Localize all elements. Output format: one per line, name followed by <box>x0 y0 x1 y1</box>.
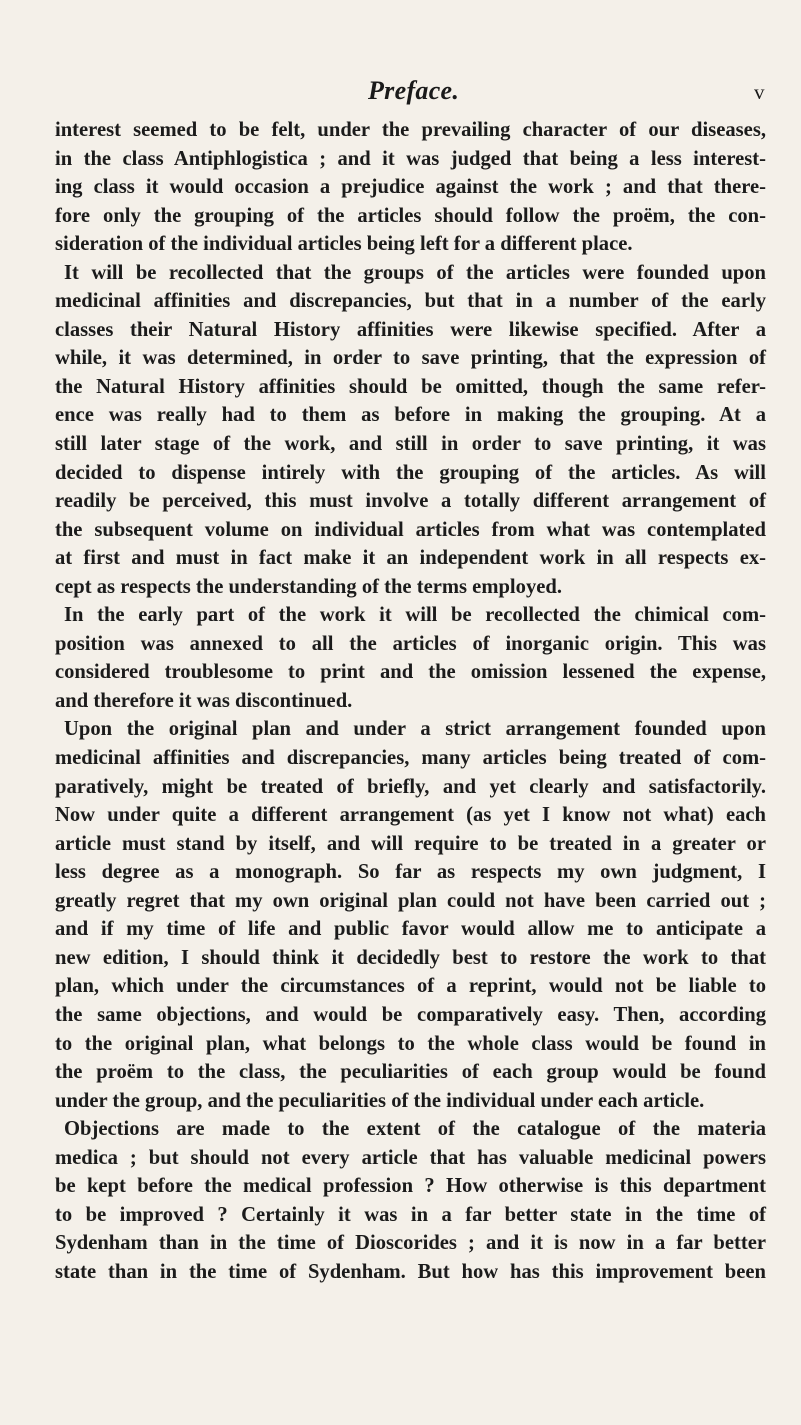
text-line: the Natural History affinities should be omitted, though the same refer- <box>55 375 766 398</box>
text-line: interest seemed to be felt, under the prevailing character of our diseases, <box>55 119 766 141</box>
text-line: the same objections, and would be comparatively easy. Then, according <box>55 1003 766 1026</box>
page-number: v <box>754 80 765 104</box>
body-text <box>55 116 766 1286</box>
text-line: medicinal affinities and discrepancies, many articles being treated of com- <box>55 747 766 770</box>
text-line: less degree as a monograph. So far as respects my own judgment, I <box>55 861 766 884</box>
running-head <box>0 76 801 110</box>
text-line: Now under quite a different arrangement (as yet I know not what) each <box>55 804 766 827</box>
text-line: the subsequent volume on individual articles from what was contemplated <box>55 518 766 541</box>
text-line: state than in the time of Sydenham. But how has this improvement been <box>55 1260 766 1283</box>
text-line: Sydenham than in the time of Dioscorides ; and it is now in a far better <box>55 1232 766 1255</box>
text-line: cept as respects the understanding of the terms employed. <box>55 575 562 598</box>
text-line: while, it was determined, in order to save printing, that the expression of <box>55 347 766 370</box>
text-line: classes their Natural History affinities were likewise specified. After a <box>55 318 766 341</box>
paragraph-start-line: In the early part of the work it will be recollected the chimical com- <box>64 604 766 627</box>
text-line: medica ; but should not every article that has valuable medicinal powers <box>55 1146 766 1169</box>
text-line: decided to dispense intirely with the grouping of the articles. As will <box>55 461 766 484</box>
running-title: Preface. <box>368 76 460 105</box>
text-line: sideration of the individual articles being left for a different place. <box>55 233 633 256</box>
text-line: position was annexed to all the articles of inorganic origin. This was <box>55 632 766 655</box>
paragraph-start-line: It will be recollected that the groups of the articles were founded upon <box>64 261 766 284</box>
text-line: greatly regret that my own original plan could not have been carried out ; <box>55 889 766 912</box>
text-line: ence was really had to them as before in making the grouping. At a <box>55 404 766 427</box>
text-line: still later stage of the work, and still in order to save printing, it was <box>55 433 766 456</box>
paragraph-start-line: Objections are made to the extent of the catalogue of the materia <box>64 1118 766 1141</box>
text-line: under the group, and the peculiarities of the individual under each article. <box>55 1089 705 1112</box>
text-line: article must stand by itself, and will require to be treated in a greater or <box>55 832 766 855</box>
text-line: in the class Antiphlogistica ; and it was judged that being a less interest- <box>55 147 766 170</box>
text-line: ing class it would occasion a prejudice against the work ; and that there- <box>55 176 766 199</box>
text-line: to the original plan, what belongs to the whole class would be found in <box>55 1032 766 1055</box>
paragraph-start-line: Upon the original plan and under a strict arrangement founded upon <box>64 718 766 741</box>
text-line: considered troublesome to print and the omission lessened the expense, <box>55 661 766 684</box>
text-line: and if my time of life and public favor would allow me to anticipate a <box>55 918 766 941</box>
text-line: be kept before the medical profession ? How otherwise is this department <box>55 1175 766 1198</box>
text-line: at first and must in fact make it an independent work in all respects ex- <box>55 547 766 570</box>
text-line: to be improved ? Certainly it was in a far better state in the time of <box>55 1203 766 1226</box>
text-line: and therefore it was discontinued. <box>55 689 353 712</box>
text-line: readily be perceived, this must involve a totally different arrangement of <box>55 490 766 513</box>
text-line: plan, which under the circumstances of a reprint, would not be liable to <box>55 975 766 998</box>
text-line: the proëm to the class, the peculiarities of each group would be found <box>55 1061 766 1084</box>
text-line: medicinal affinities and discrepancies, but that in a number of the early <box>55 290 766 313</box>
text-line: new edition, I should think it decidedly best to restore the work to that <box>55 946 766 969</box>
text-line: paratively, might be treated of briefly, and yet clearly and satisfactorily. <box>55 775 766 798</box>
text-line: fore only the grouping of the articles should follow the proëm, the con- <box>55 204 766 227</box>
